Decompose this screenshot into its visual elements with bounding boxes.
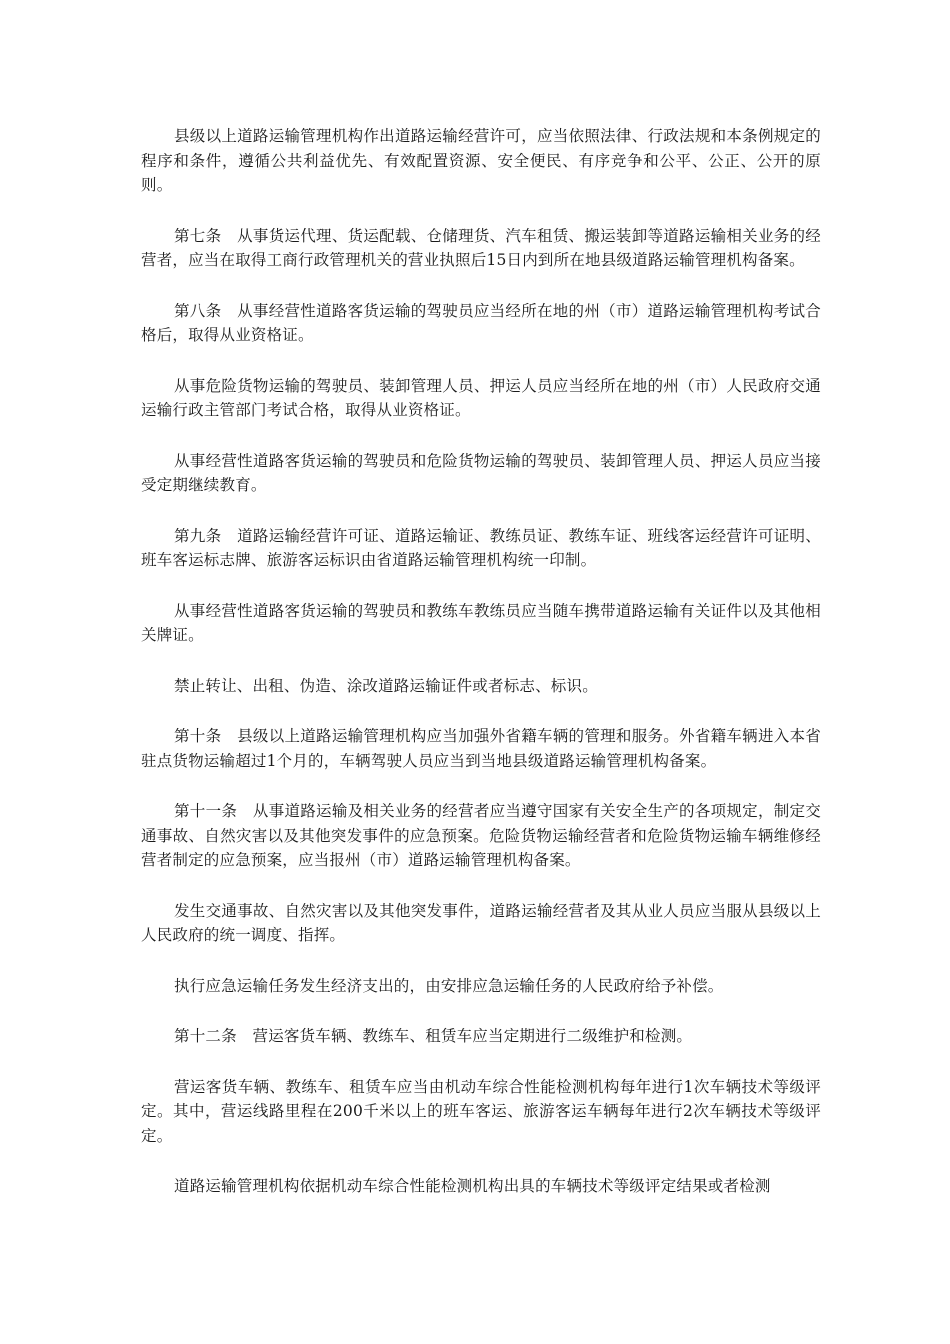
paragraph-article-8: 第八条 从事经营性道路客货运输的驾驶员应当经所在地的州（市）道路运输管理机构考试合格后，取得从业资格证。 xyxy=(141,301,821,344)
paragraph-article-9: 第九条 道路运输经营许可证、道路运输证、教练员证、教练车证、班线客运经营许可证明、班车客运标志牌、旅游客运标识由省道路运输管理机构统一印制。 xyxy=(141,526,821,569)
paragraph-article-7: 第七条 从事货运代理、货运配载、仓储理货、汽车租赁、搬运装卸等道路运输相关业务的经营者，应当在取得工商行政管理机关的营业执照后15日内到所在地县级道路运输管理机构备案。 xyxy=(141,226,821,269)
paragraph-article-12: 第十二条 营运客货车辆、教练车、租赁车应当定期进行二级维护和检测。 xyxy=(174,1027,693,1045)
paragraph-article-11: 第十一条 从事道路运输及相关业务的经营者应当遵守国家有关安全生产的各项规定，制定交通事故、自然灾害以及其他突发事件的应急预案。危险货物运输经营者和危险货物运输车辆维修经营者制定的应急预案，应当报州（市）道路运输管理机构备案。 xyxy=(141,802,821,869)
paragraph-rating-results: 道路运输管理机构依据机动车综合性能检测机构出具的车辆技术等级评定结果或者检测 xyxy=(174,1177,771,1195)
paragraph-continuing-education: 从事经营性道路客货运输的驾驶员和危险货物运输的驾驶员、装卸管理人员、押运人员应当接受定期继续教育。 xyxy=(141,451,821,494)
paragraph-prohibition: 禁止转让、出租、伪造、涂改道路运输证件或者标志、标识。 xyxy=(174,676,598,695)
paragraph-technical-rating: 营运客货车辆、教练车、租赁车应当由机动车综合性能检测机构每年进行1次车辆技术等级评定。其中，营运线路里程在200千米以上的班车客运、旅游客运车辆每年进行2次车辆技术等级评定。 xyxy=(141,1077,821,1145)
paragraph-carry-documents: 从事经营性道路客货运输的驾驶员和教练车教练员应当随车携带道路运输有关证件以及其他相关牌证。 xyxy=(141,601,821,644)
paragraph-1: 县级以上道路运输管理机构作出道路运输经营许可，应当依照法律、行政法规和本条例规定的程序和条件，遵循公共利益优先、有效配置资源、安全便民、有序竞争和公平、公正、公开的原则。 xyxy=(141,127,821,194)
document-page xyxy=(141,124,821,1225)
paragraph-emergency-compensation: 执行应急运输任务发生经济支出的，由安排应急运输任务的人民政府给予补偿。 xyxy=(174,976,724,995)
paragraph-dangerous-goods-drivers: 从事危险货物运输的驾驶员、装卸管理人员、押运人员应当经所在地的州（市）人民政府交通运输行政主管部门考试合格，取得从业资格证。 xyxy=(141,376,821,419)
paragraph-article-10: 第十条 县级以上道路运输管理机构应当加强外省籍车辆的管理和服务。外省籍车辆进入本省驻点货物运输超过1个月的，车辆驾驶人员应当到当地县级道路运输管理机构备案。 xyxy=(141,727,821,770)
paragraph-emergency-dispatch: 发生交通事故、自然灾害以及其他突发事件，道路运输经营者及其从业人员应当服从县级以上人民政府的统一调度、指挥。 xyxy=(141,901,821,944)
